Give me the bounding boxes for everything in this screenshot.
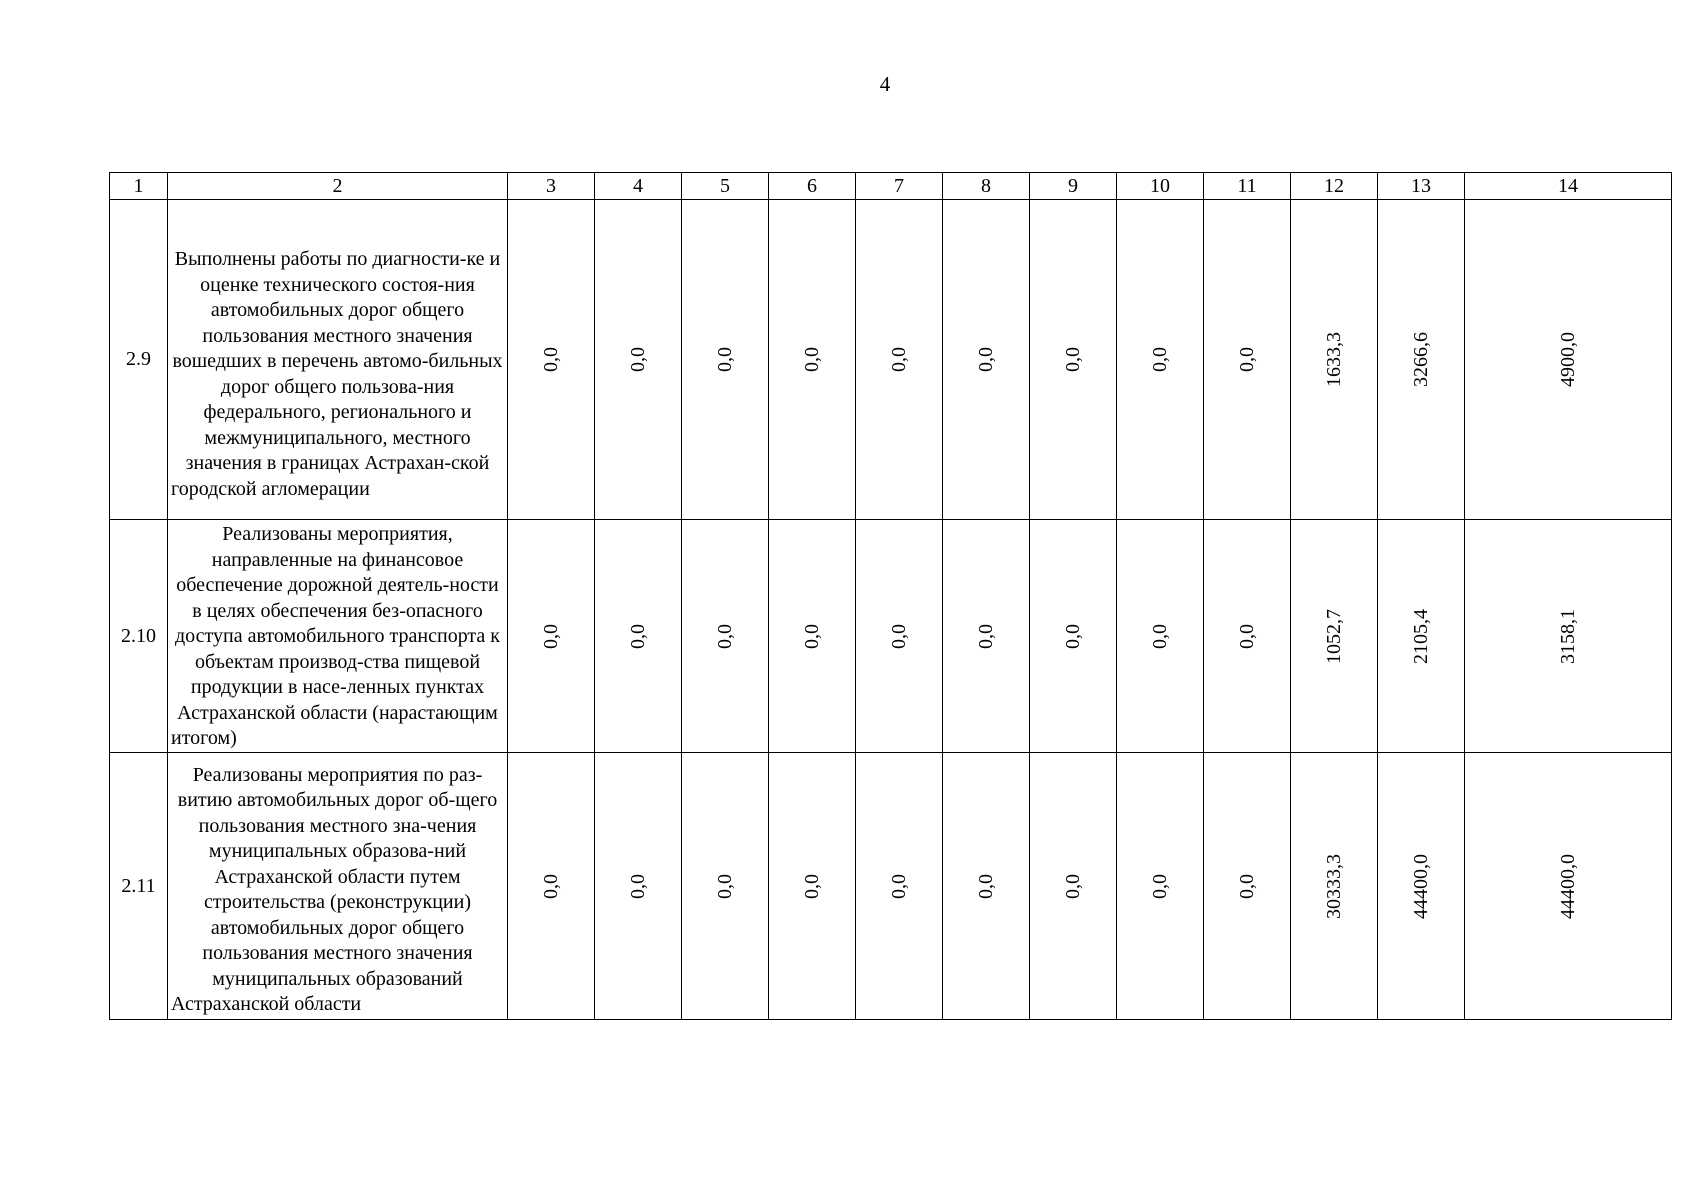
column-header: 8 <box>943 173 1030 200</box>
row-description: Реализованы мероприятия по раз-витию автомобильных дорог об-щего пользования местного зна-чения муниципальных образова-ний Астраханской области путем строительства (реконструкции) автомобильных дорог общего пользования местного значения муниципальных образований Астраханской области <box>168 753 508 1020</box>
value-text: 0,0 <box>800 623 823 649</box>
value-text: 4900,0 <box>1556 332 1579 387</box>
value-text: 3158,1 <box>1556 608 1579 664</box>
value-cell <box>1291 753 1378 1020</box>
value-text: 1633,3 <box>1322 332 1345 387</box>
value-text: 2105,4 <box>1409 608 1432 664</box>
value-cell <box>769 200 856 520</box>
value-cell <box>1117 753 1204 1020</box>
value-text: 0,0 <box>626 873 649 899</box>
value-cell <box>856 520 943 753</box>
row-description: Выполнены работы по диагности-ке и оценке технического состоя-ния автомобильных дорог общего пользования местного значения вошедших в перечень автомо-бильных дорог общего пользова-ния федерального, регионального и межмуниципального, местного значения в границах Астрахан-ской городской агломерации <box>168 200 508 520</box>
table-row <box>110 200 1672 520</box>
column-header: 9 <box>1030 173 1117 200</box>
value-cell <box>508 753 595 1020</box>
value-cell <box>1204 200 1291 520</box>
value-cell <box>943 753 1030 1020</box>
value-cell <box>1291 200 1378 520</box>
value-cell <box>943 200 1030 520</box>
table-row <box>110 520 1672 753</box>
column-header: 2 <box>168 173 508 200</box>
value-cell <box>1030 200 1117 520</box>
value-cell <box>1378 200 1465 520</box>
value-text: 0,0 <box>713 873 736 899</box>
value-cell <box>595 520 682 753</box>
value-text: 0,0 <box>800 873 823 899</box>
value-cell <box>1030 520 1117 753</box>
value-cell <box>1117 520 1204 753</box>
column-header: 12 <box>1291 173 1378 200</box>
value-cell <box>1465 753 1672 1020</box>
value-text: 0,0 <box>1061 347 1084 372</box>
value-cell <box>1204 753 1291 1020</box>
value-text: 0,0 <box>1148 873 1171 899</box>
value-cell <box>1030 753 1117 1020</box>
value-text: 0,0 <box>887 873 910 899</box>
value-cell <box>1291 520 1378 753</box>
column-header: 6 <box>769 173 856 200</box>
value-text: 0,0 <box>1148 347 1171 372</box>
row-number: 2.9 <box>110 200 168 520</box>
value-text: 0,0 <box>539 347 562 372</box>
value-cell <box>1117 200 1204 520</box>
value-text: 0,0 <box>1235 347 1258 372</box>
column-header: 10 <box>1117 173 1204 200</box>
value-text: 0,0 <box>1235 873 1258 899</box>
value-text: 0,0 <box>974 623 997 649</box>
value-text: 0,0 <box>626 347 649 372</box>
column-header: 3 <box>508 173 595 200</box>
value-text: 0,0 <box>713 623 736 649</box>
value-cell <box>682 200 769 520</box>
value-cell <box>682 520 769 753</box>
value-text: 44400,0 <box>1556 853 1579 919</box>
value-text: 0,0 <box>887 347 910 372</box>
value-text: 0,0 <box>539 623 562 649</box>
column-header: 1 <box>110 173 168 200</box>
column-header: 11 <box>1204 173 1291 200</box>
value-text: 0,0 <box>713 347 736 372</box>
value-cell <box>1465 520 1672 753</box>
value-text: 0,0 <box>800 347 823 372</box>
table-row <box>110 753 1672 1020</box>
column-number-header <box>110 173 1672 200</box>
value-cell <box>1465 200 1672 520</box>
value-text: 44400,0 <box>1409 853 1432 919</box>
value-cell <box>508 520 595 753</box>
value-text: 1052,7 <box>1322 608 1345 664</box>
value-text: 0,0 <box>887 623 910 649</box>
column-header: 4 <box>595 173 682 200</box>
column-header: 13 <box>1378 173 1465 200</box>
row-number: 2.10 <box>110 520 168 753</box>
value-text: 0,0 <box>1148 623 1171 649</box>
value-text: 0,0 <box>1061 623 1084 649</box>
value-cell <box>769 753 856 1020</box>
value-cell <box>508 200 595 520</box>
value-cell <box>856 753 943 1020</box>
value-cell <box>682 753 769 1020</box>
column-header: 7 <box>856 173 943 200</box>
column-header: 14 <box>1465 173 1672 200</box>
row-description: Реализованы мероприятия, направленные на финансовое обеспечение дорожной деятель-ности в целях обеспечения без-опасного доступа автомобильного транспорта к объектам производ-ства пищевой продукции в насе-ленных пунктах Астраханской области (нарастающим итогом) <box>168 520 508 753</box>
value-text: 0,0 <box>974 347 997 372</box>
value-cell <box>595 200 682 520</box>
value-text: 0,0 <box>539 873 562 899</box>
value-text: 0,0 <box>626 623 649 649</box>
value-cell <box>595 753 682 1020</box>
value-cell <box>943 520 1030 753</box>
value-text: 3266,6 <box>1409 332 1432 387</box>
column-header: 5 <box>682 173 769 200</box>
value-text: 0,0 <box>1235 623 1258 649</box>
page-number: 4 <box>879 72 891 96</box>
row-number: 2.11 <box>110 753 168 1020</box>
value-cell <box>1378 753 1465 1020</box>
value-cell <box>769 520 856 753</box>
value-text: 30333,3 <box>1322 853 1345 919</box>
value-text: 0,0 <box>1061 873 1084 899</box>
value-cell <box>1204 520 1291 753</box>
indicators-table <box>109 172 1672 1020</box>
value-text: 0,0 <box>974 873 997 899</box>
value-cell <box>856 200 943 520</box>
value-cell <box>1378 520 1465 753</box>
